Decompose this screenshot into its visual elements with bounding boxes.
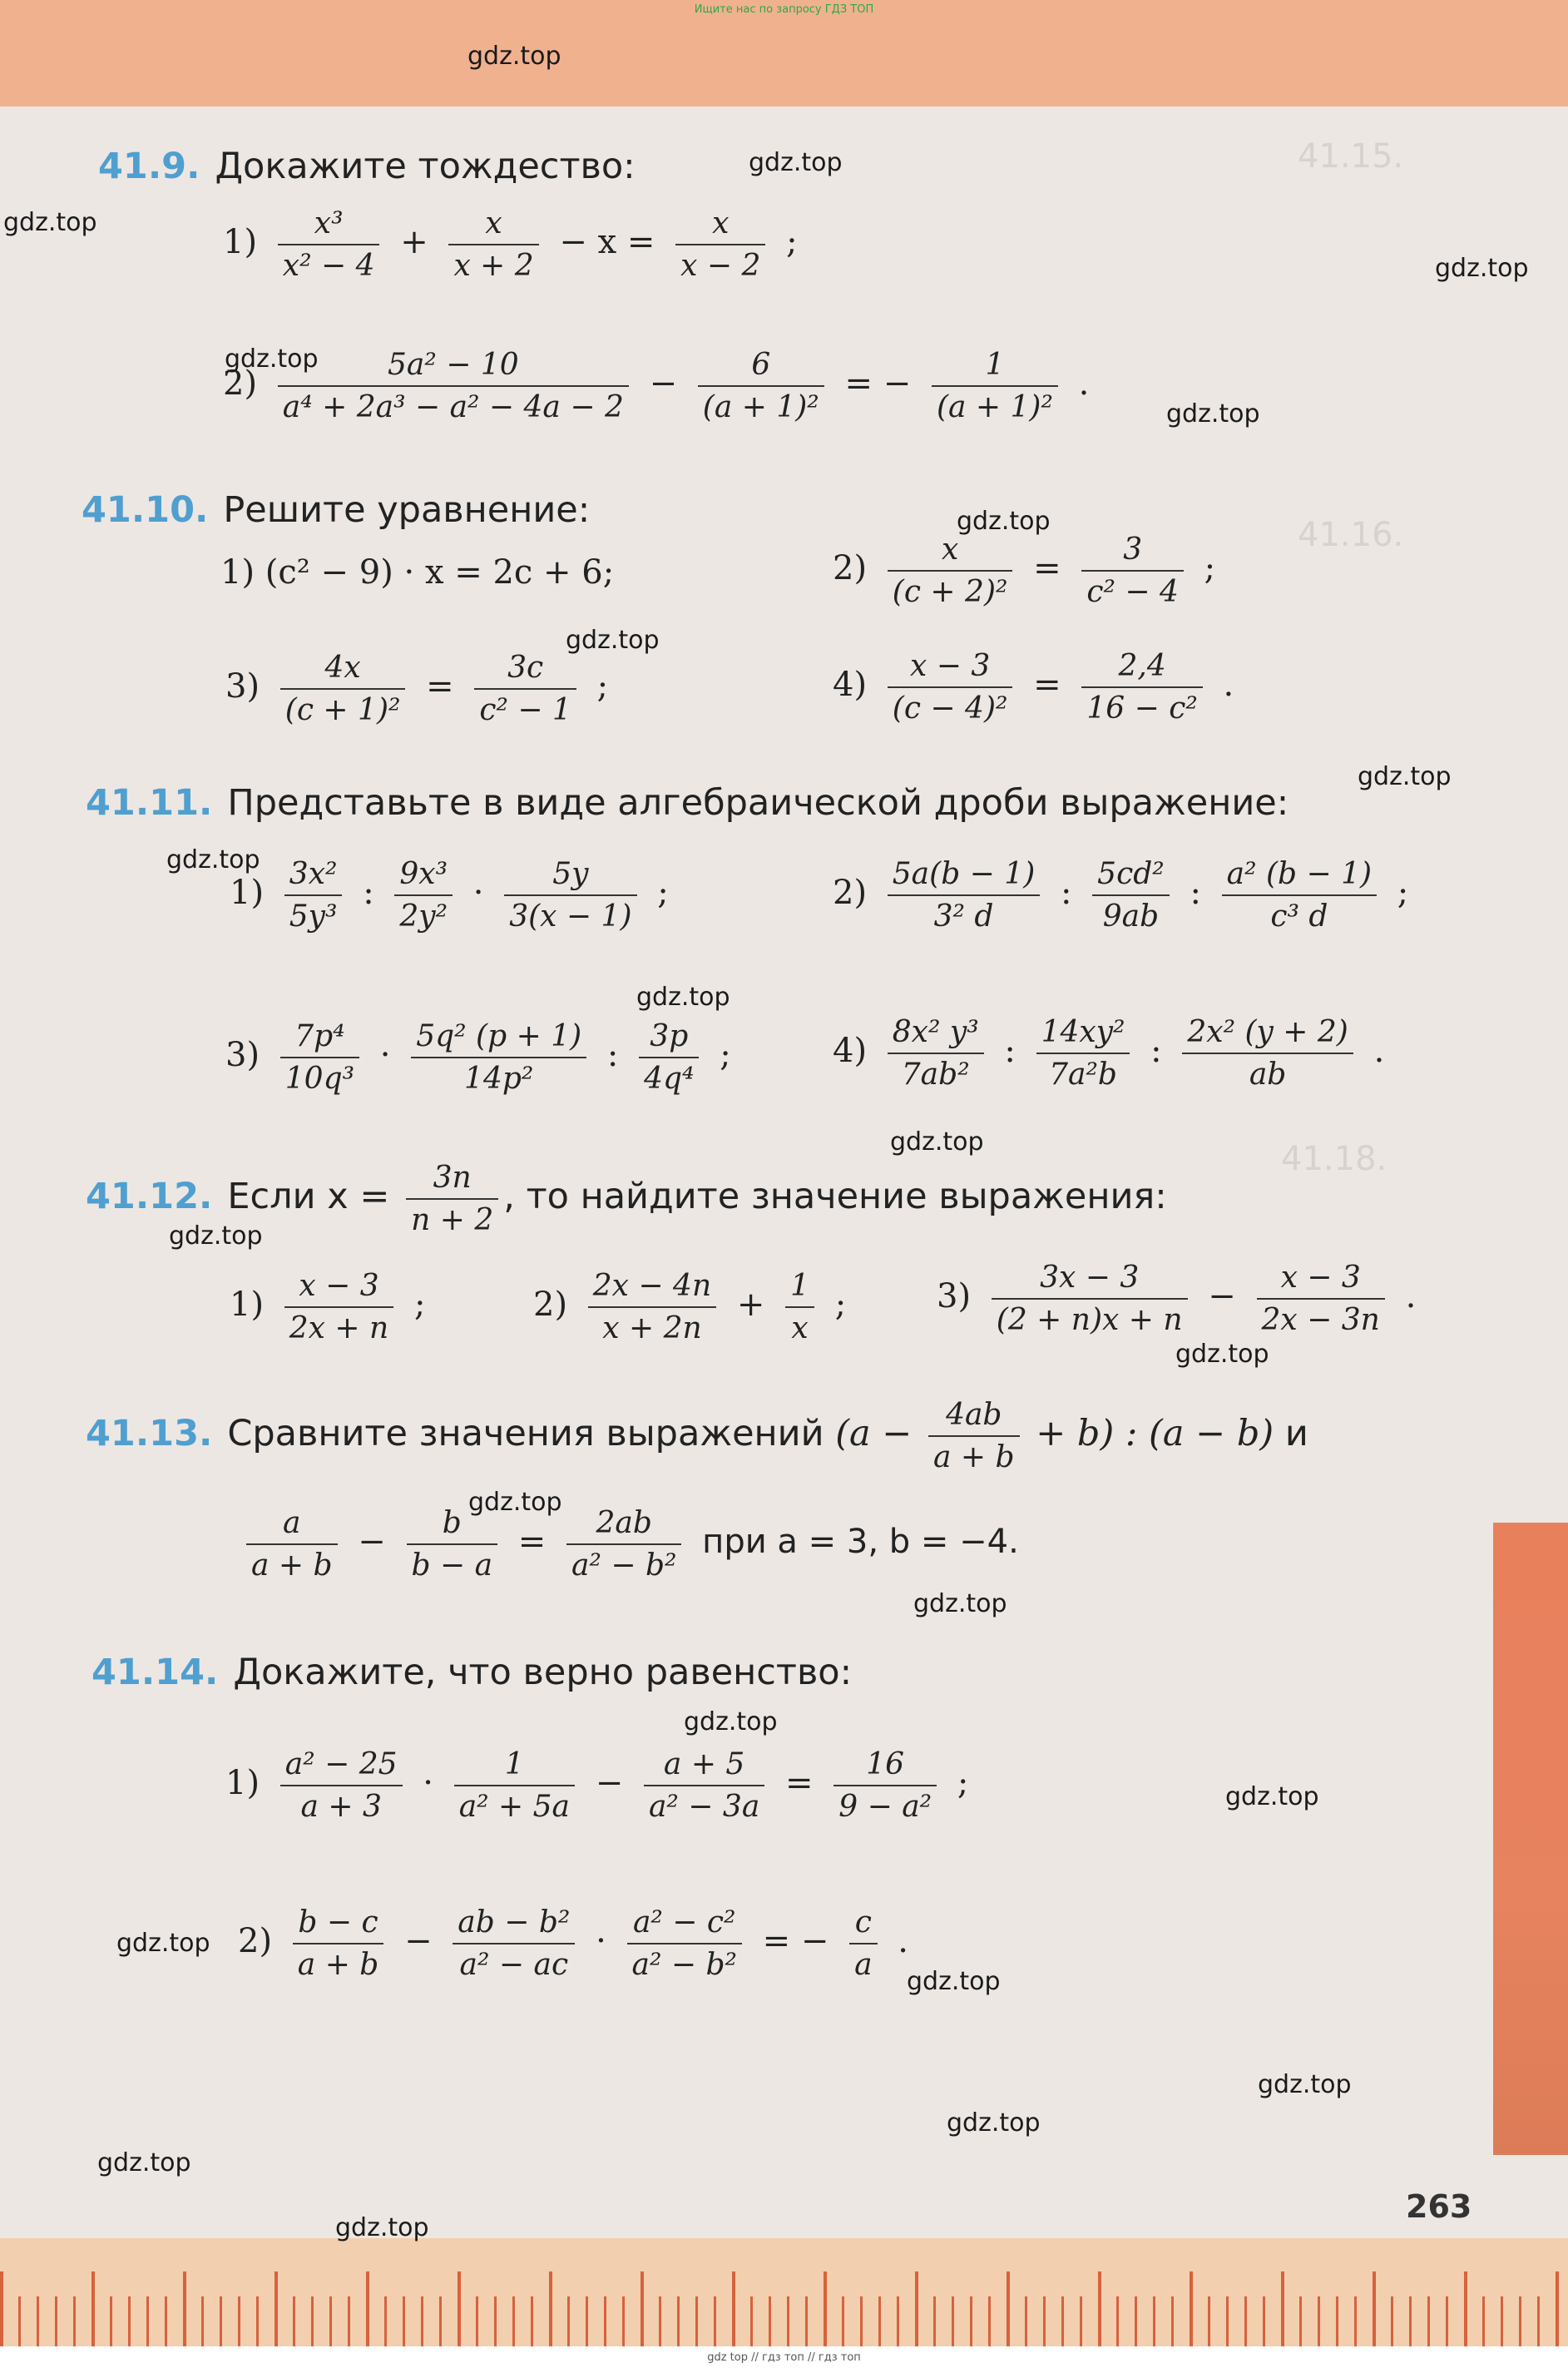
watermark: gdz.top	[566, 626, 660, 655]
watermark: gdz.top	[97, 2148, 191, 2177]
problem-41-9-item-1: 1) $\frac{\text{x³}}{\text{x² − 4}}$ + $\frac{x}{x + 2}$ − x = $\frac{x}{x - 2}$ ;	[223, 206, 798, 283]
fraction: $\frac{\text{5q² (p + 1)}}{\text{14p²}}$	[411, 1019, 586, 1096]
watermark: gdz.top	[166, 845, 260, 874]
problem-number: 41.11.	[86, 782, 213, 824]
fraction: $\frac{\text{a² (b − 1)}}{\text{c³ d}}$	[1222, 857, 1377, 934]
problem-title: Представьте в виде алгебраической дроби выражение:	[227, 782, 1289, 824]
watermark: gdz.top	[3, 208, 97, 237]
watermark: gdz.top	[467, 42, 561, 71]
fraction: $\frac{x}{\text{(c + 2)²}}$	[888, 533, 1013, 609]
fraction: $\frac{\text{5a² − 10}}{\text{a⁴ + 2a³ − a² − 4a − 2}}$	[278, 348, 629, 424]
problem-41-14-heading	[92, 1652, 852, 1693]
problem-title: Докажите тождество:	[215, 146, 636, 187]
watermark: gdz.top	[169, 1221, 263, 1251]
problem-41-14-item-2: 2) $\frac{b - c}{a + b}$ − $\frac{\text{ab − b²}}{\text{a² − ac}}$ · $\frac{\text{a² − c²}}{\text{a² − b²}}$ = − $\frac{c}{a}$ .	[238, 1905, 909, 1982]
problem-41-12-item-1: 1) $\frac{x - 3}{2x + n}$ ;	[230, 1269, 426, 1345]
page-number: 263	[1406, 2188, 1472, 2225]
watermark: gdz.top	[116, 1929, 210, 1958]
fraction: $\frac{3}{\text{c² − 4}}$	[1081, 533, 1184, 609]
fraction: $\frac{a}{a + b}$	[246, 1506, 338, 1583]
fraction: $\frac{c}{a}$	[849, 1905, 877, 1982]
fraction: $\frac{\text{7p⁴}}{\text{10q³}}$	[280, 1019, 359, 1096]
watermark: gdz.top	[225, 344, 319, 374]
fraction: $\frac{6}{\text{(a + 1)²}}$	[698, 348, 824, 424]
side-tab	[1493, 1523, 1568, 2155]
problem-title: Докажите, что верно равенство:	[233, 1652, 853, 1693]
problem-41-9-heading	[98, 146, 636, 187]
watermark: gdz.top	[907, 1967, 1001, 1996]
fraction: $\frac{b - c}{a + b}$	[293, 1905, 384, 1982]
watermark: gdz.top	[1166, 399, 1260, 429]
problem-41-12-item-3: 3) $\frac{3x - 3}{(2 + n)x + n}$ − $\frac{x - 3}{2x - 3n}$ .	[937, 1261, 1417, 1337]
show-through-text: 41.15.	[1298, 137, 1404, 176]
problem-number: 41.13.	[86, 1413, 213, 1454]
problem-41-11-item-1: 1) $\frac{\text{3x²}}{\text{5y³}}$ : $\frac{\text{9x³}}{\text{2y²}}$ · $\frac{5y}{3(x - 1)}$ ;	[230, 857, 669, 934]
watermark: gdz.top	[1225, 1782, 1319, 1811]
fraction: $\frac{\text{x³}}{\text{x² − 4}}$	[278, 206, 380, 283]
fraction: $\frac{\text{a² − c²}}{\text{a² − b²}}$	[627, 1905, 742, 1982]
fraction: $\frac{5a(b - 1)}{\text{3² d}}$	[888, 857, 1040, 934]
fraction: $\frac{4ab}{a + b}$	[928, 1398, 1020, 1474]
fraction: $\frac{3p}{\text{4q⁴}}$	[639, 1019, 699, 1096]
fraction: $\frac{1}{x}$	[785, 1269, 814, 1345]
watermark: gdz.top	[947, 2108, 1041, 2138]
watermark: gdz.top	[749, 148, 843, 177]
problem-number: 41.14.	[92, 1652, 219, 1693]
watermark: gdz.top	[1175, 1340, 1269, 1369]
problem-41-13-heading: 41.13. Сравните значения выражений (a − $\frac{4ab}{a + b}$ + b) : (a − b) и	[86, 1398, 1308, 1474]
fraction: $\frac{3x - 3}{(2 + n)x + n}$	[992, 1261, 1188, 1337]
problem-41-11-heading	[86, 782, 1289, 824]
watermark: gdz.top	[335, 2213, 429, 2242]
problem-41-12-item-2: 2) $\frac{2x - 4n}{x + 2n}$ + $\frac{1}{x}$ ;	[533, 1269, 847, 1345]
fraction: $\frac{x - 3}{\text{(c − 4)²}}$	[888, 649, 1013, 726]
fraction: $\frac{5y}{3(x - 1)}$	[504, 857, 636, 934]
problem-41-11-item-3: 3) $\frac{\text{7p⁴}}{\text{10q³}}$ · $\frac{\text{5q² (p + 1)}}{\text{14p²}}$ : $\frac{3p}{\text{4q⁴}}$ ;	[225, 1019, 731, 1096]
fraction: $\frac{\text{ab − b²}}{\text{a² − ac}}$	[453, 1905, 575, 1982]
problem-41-12-heading: 41.12. Если x = $\frac{3n}{n + 2}$ , то найдите значение выражения:	[86, 1161, 1167, 1237]
watermark: gdz.top	[913, 1589, 1007, 1618]
fraction: $\frac{\text{5cd²}}{9ab}$	[1092, 857, 1170, 934]
watermark: gdz.top	[890, 1127, 984, 1157]
fraction: $\frac{16}{\text{9 − a²}}$	[833, 1747, 937, 1824]
fraction: $\frac{x - 3}{2x - 3n}$	[1257, 1261, 1385, 1337]
fraction: $\frac{\text{8x² y³}}{\text{7ab²}}$	[888, 1015, 984, 1092]
top-color-band	[0, 0, 1568, 107]
problem-41-11-item-4: 4) $\frac{\text{8x² y³}}{\text{7ab²}}$ : $\frac{\text{14xy²}}{\text{7a²b}}$ : $\frac{\text{2x² (y + 2)}}{ab}$ .	[833, 1015, 1385, 1092]
problem-number: 41.12.	[86, 1176, 213, 1217]
problem-41-10-heading	[82, 489, 590, 531]
problem-number: 41.9.	[98, 146, 200, 187]
fraction: $\frac{2,4}{\text{16 − c²}}$	[1081, 649, 1202, 726]
problem-41-10-item-3: 3) $\frac{4x}{\text{(c + 1)²}}$ = $\frac{3c}{\text{c² − 1}}$ ;	[225, 651, 609, 727]
fraction: $\frac{\text{2x² (y + 2)}}{ab}$	[1182, 1015, 1353, 1092]
fraction: $\frac{\text{3x²}}{\text{5y³}}$	[284, 857, 343, 934]
problem-title: Решите уравнение:	[223, 489, 591, 531]
top-notice: Ищите нас по запросу ГДЗ ТОП	[694, 3, 874, 16]
problem-41-11-item-2: 2) $\frac{5a(b - 1)}{\text{3² d}}$ : $\frac{\text{5cd²}}{9ab}$ : $\frac{\text{a² (b − 1)}}{\text{c³ d}}$ ;	[833, 857, 1409, 934]
watermark: gdz.top	[1358, 762, 1452, 791]
fraction: $\frac{2ab}{\text{a² − b²}}$	[566, 1506, 681, 1583]
watermark: gdz.top	[957, 507, 1051, 536]
show-through-text: 41.18.	[1281, 1140, 1387, 1178]
fraction: $\frac{3n}{n + 2}$	[406, 1161, 498, 1237]
fraction: $\frac{x - 3}{2x + n}$	[284, 1269, 393, 1345]
show-through-text: 41.16.	[1298, 516, 1404, 554]
fraction: $\frac{4x}{\text{(c + 1)²}}$	[280, 651, 406, 727]
fraction: $\frac{x}{x + 2}$	[448, 206, 538, 283]
ruler-major-ticks	[0, 2271, 1568, 2346]
fraction: $\frac{1}{\text{(a + 1)²}}$	[932, 348, 1058, 424]
problem-41-10-item-2: 2) $\frac{x}{\text{(c + 2)²}}$ = $\frac{3}{\text{c² − 4}}$ ;	[833, 533, 1216, 609]
problem-41-10-item-1: 1) (c² − 9) · x = 2c + 6;	[220, 553, 615, 592]
bottom-notice: gdz top // гдз топ // гдз топ	[707, 2351, 861, 2364]
fraction: $\frac{x}{x - 2}$	[675, 206, 765, 283]
problem-number: 41.10.	[82, 489, 209, 531]
problem-41-10-item-4: 4) $\frac{x - 3}{\text{(c − 4)²}}$ = $\frac{2,4}{\text{16 − c²}}$ .	[833, 649, 1234, 726]
watermark: gdz.top	[1258, 2070, 1352, 2099]
fraction: $\frac{3c}{\text{c² − 1}}$	[474, 651, 576, 727]
problem-41-9-item-2: 2) $\frac{\text{5a² − 10}}{\text{a⁴ + 2a³ − a² − 4a − 2}}$ − $\frac{6}{\text{(a + 1)²}}$ = − $\frac{1}{\text{(a + 1)²}}$ .	[223, 348, 1090, 424]
problem-41-13-expression: $\frac{a}{a + b}$ − $\frac{b}{b - a}$ = $\frac{2ab}{\text{a² − b²}}$ при a = 3, b = −4.	[241, 1506, 1024, 1583]
fraction: $\frac{\text{a² − 25}}{a + 3}$	[280, 1747, 403, 1824]
fraction: $\frac{\text{9x³}}{\text{2y²}}$	[394, 857, 453, 934]
watermark: gdz.top	[1435, 254, 1529, 283]
fraction: $\frac{a + 5}{\text{a² − 3a}}$	[644, 1747, 764, 1824]
watermark: gdz.top	[684, 1707, 778, 1736]
fraction: $\frac{b}{b - a}$	[407, 1506, 498, 1583]
fraction: $\frac{1}{\text{a² + 5a}}$	[454, 1747, 575, 1824]
fraction: $\frac{2x - 4n}{x + 2n}$	[588, 1269, 716, 1345]
problem-41-14-item-1: 1) $\frac{\text{a² − 25}}{a + 3}$ · $\frac{1}{\text{a² + 5a}}$ − $\frac{a + 5}{\text{a² − 3a}}$ = $\frac{16}{\text{9 − a²}}$ ;	[225, 1747, 969, 1824]
watermark: gdz.top	[468, 1488, 562, 1517]
fraction: $\frac{\text{14xy²}}{\text{7a²b}}$	[1036, 1015, 1130, 1092]
watermark: gdz.top	[636, 983, 730, 1012]
